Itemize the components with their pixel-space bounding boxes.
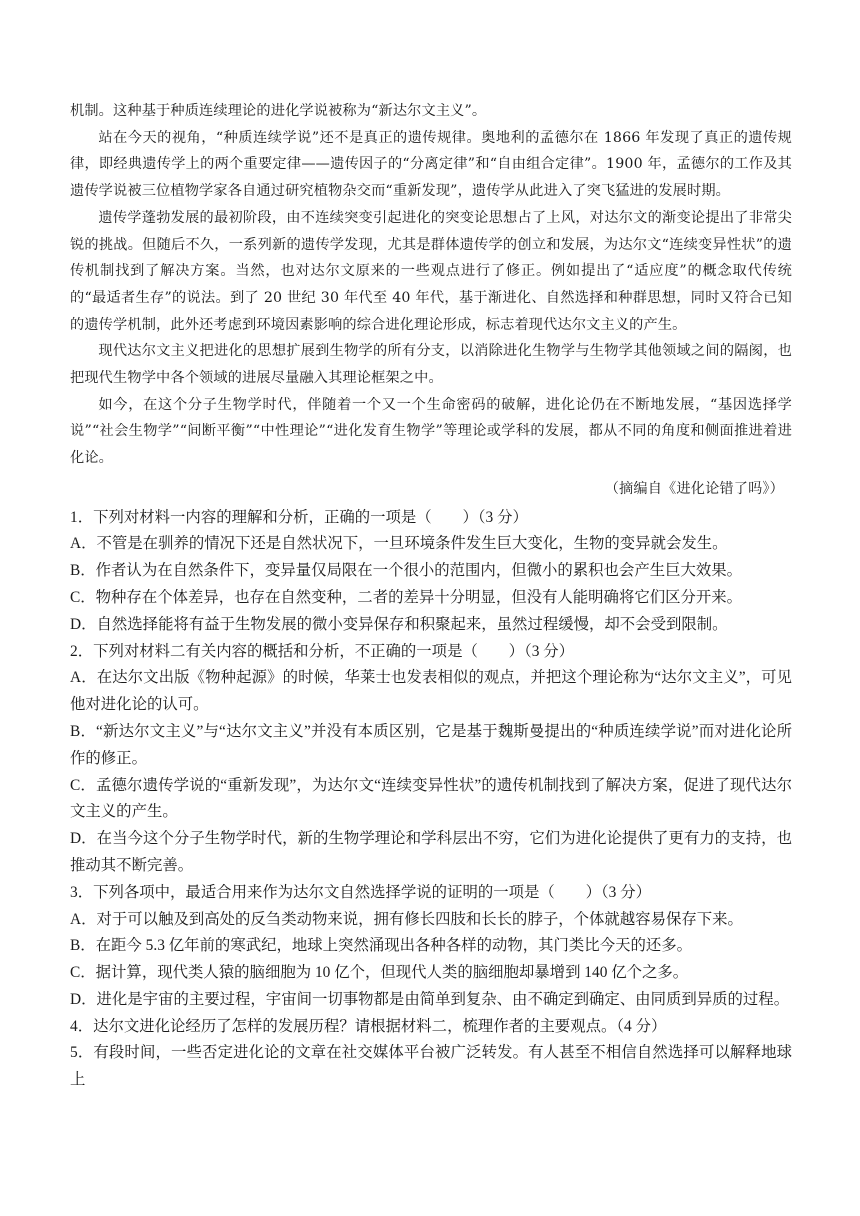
question-3-option-b: B．在距今 5.3 亿年前的寒武纪，地球上突然涌现出各种各样的动物，其门类比今天的还多。 (70, 937, 693, 955)
question-1 (70, 505, 792, 639)
question-3 (70, 880, 792, 1014)
question-1-stem: 1．下列对材料一内容的理解和分析，正确的一项是（ ）（3 分） (70, 508, 528, 526)
question-1-option-d: D．自然选择能将有益于生物发展的微小变异保存和积聚起来，虽然过程缓慢，却不会受到限制。 (70, 615, 728, 633)
passage-paragraph-4: 现代达尔文主义把进化的思想扩展到生物学的所有分支，以消除进化生物学与生物学其他领域之间的隔阂，也把现代生物学中各个领域的进展尽量融入其理论框架之中。 (70, 343, 792, 387)
reading-passage (70, 98, 792, 503)
question-2-stem: 2．下列对材料二有关内容的概括和分析，不正确的一项是（ ）（3 分） (70, 642, 575, 660)
question-3-option-a: A．对于可以触及到高处的反刍类动物来说，拥有修长四肢和长长的脖子，个体就越容易保存下来。 (70, 910, 743, 928)
exam-page (70, 98, 792, 1094)
question-1-option-b: B．作者认为在自然条件下，变异量仅局限在一个很小的范围内，但微小的累积也会产生巨大效果。 (70, 562, 743, 580)
question-3-option-c: C．据计算，现代类人猿的脑细胞为 10 亿个，但现代人类的脑细胞却暴增到 140 亿个之多。 (70, 964, 689, 982)
question-2-option-b: B．“新达尔文主义”与“达尔文主义”并没有本质区别，它是基于魏斯曼提出的“种质连续学说”而对进化论所作的修正。 (70, 722, 792, 767)
question-4-stem: 4．达尔文进化论经历了怎样的发展历程？请根据材料二，梳理作者的主要观点。（4 分） (70, 1017, 667, 1035)
passage-paragraph-1: 机制。这种基于种质连续理论的进化学说被称为“新达尔文主义”。 (70, 103, 487, 119)
passage-paragraph-3: 遗传学蓬勃发展的最初阶段，由不连续突变引起进化的突变论思想占了上风，对达尔文的渐变论提出了非常尖锐的挑战。但随后不久，一系列新的遗传学发现，尤其是群体遗传学的创立和发展，为达尔文“连续变异性状”的遗传机制找到了解决方案。当然，也对达尔文原来的一些观点进行了修正。例如提出了“适应度”的概念取代传统的“最适者生存”的说法。到了 20 世纪 30 年代至 40 年代，基于渐进化、自然选择和种群思想，同时又符合已知的遗传学机制，此外还考虑到环境因素影响的综合进化理论形成，标志着现代达尔文主义的产生。 (70, 209, 792, 333)
passage-paragraph-5: 如今，在这个分子生物学时代，伴随着一个又一个生命密码的破解，进化论仍在不断地发展，“基因选择学说”“社会生物学”“间断平衡”“中性理论”“进化发育生物学”等理论或学科的发展，都从不同的角度和侧面推进着进化论。 (70, 396, 792, 467)
question-3-stem: 3．下列各项中，最适合用来作为达尔文自然选择学说的证明的一项是（ ）（3 分） (70, 883, 651, 901)
passage-paragraph-2: 站在今天的视角，“种质连续学说”还不是真正的遗传规律。奥地利的孟德尔在 1866 年发现了真正的遗传规律，即经典遗传学上的两个重要定律——遗传因子的“分离定律”和“自由组合定律”。1900 年，孟德尔的工作及其遗传学说被三位植物学家各自通过研究植物杂交而“重新发现”，遗传学从此进入了突飞猛进的发展时期。 (70, 129, 792, 200)
question-1-option-c: C．物种存在个体差异，也存在自然变种，二者的差异十分明显，但没有人能明确将它们区分开来。 (70, 588, 743, 606)
question-2 (70, 639, 792, 880)
question-4 (70, 1014, 792, 1041)
passage-source: （摘编自《进化论错了吗》） (604, 480, 784, 497)
question-1-option-a: A．不管是在驯养的情况下还是自然状况下，一旦环境条件发生巨大变化，生物的变异就会发生。 (70, 535, 728, 553)
question-5 (70, 1040, 792, 1094)
question-2-option-c: C．孟德尔遗传学说的“重新发现”，为达尔文“连续变异性状”的遗传机制找到了解决方案，促进了现代达尔文主义的产生。 (70, 776, 792, 821)
question-2-option-a: A．在达尔文出版《物种起源》的时候，华莱士也发表相似的观点，并把这个理论称为“达尔文主义”，可见他对进化论的认可。 (70, 669, 792, 714)
question-3-option-d: D．进化是宇宙的主要过程，宇宙间一切事物都是由简单到复杂、由不确定到确定、由同质到异质的过程。 (70, 990, 790, 1008)
question-2-option-d: D．在当今这个分子生物学时代，新的生物学理论和学科层出不穷，它们为进化论提供了更有力的支持，也推动其不断完善。 (70, 830, 792, 874)
question-5-stem: 5．有段时间，一些否定进化论的文章在社交媒体平台被广泛转发。有人甚至不相信自然选择可以解释地球上 (70, 1044, 792, 1089)
question-list (70, 505, 792, 1095)
